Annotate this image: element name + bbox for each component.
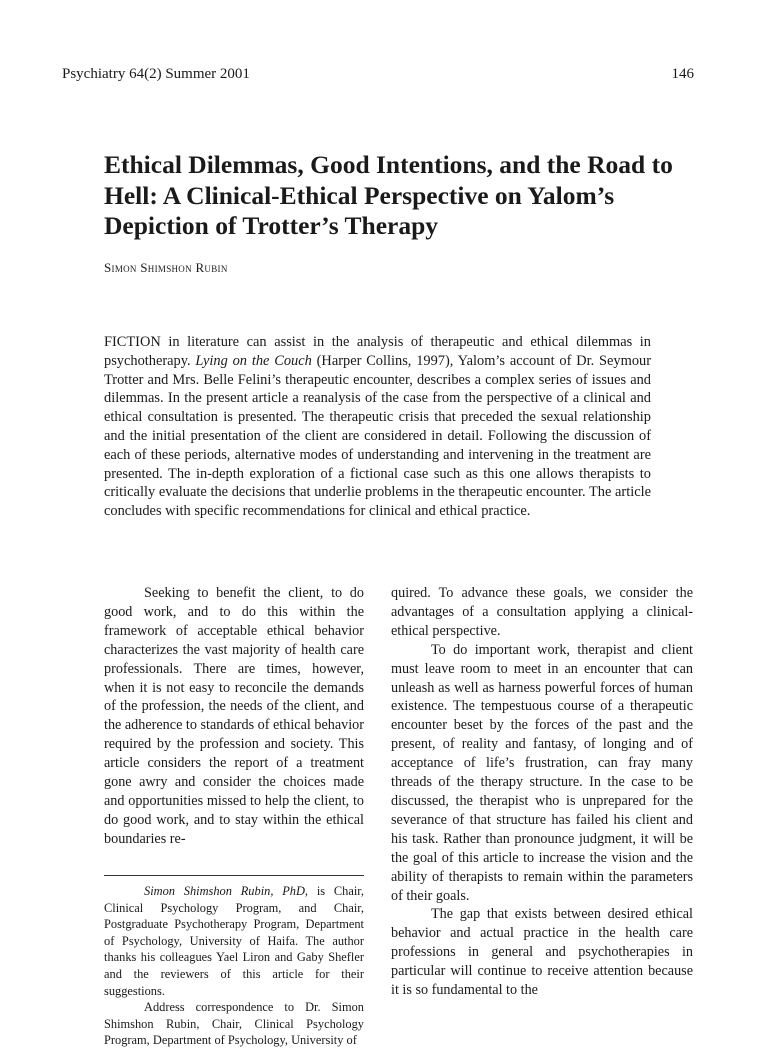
left-column (104, 584, 364, 849)
body-paragraph: Seeking to benefit the client, to do good work, and to do this within the framework of acceptable ethical behavior characterizes the vast majority of health care professionals. There are times, however, when it is not easy to reconcile the demands of the profession, the needs of the client, and the adherence to standards of ethical behavior required by the profession and society. This article considers the report of a treatment gone awry and consider the choices made and opportunities missed to help the client, to do good work, and to stay within the ethical boundaries re- (104, 585, 364, 847)
right-column (391, 584, 693, 1000)
footnote-rule (104, 875, 364, 876)
page-number: 146 (671, 66, 694, 82)
footnote-correspondence: Address correspondence to Dr. Simon Shimshon Rubin, Chair, Clinical Psychology Program, Department of Psychology, University of (104, 1000, 364, 1048)
author-name: Simon Shimshon Rubin (104, 260, 228, 275)
abstract-lead: FICTION (104, 334, 161, 350)
author-footnote (104, 883, 364, 1049)
abstract (104, 333, 651, 521)
body-paragraph: The gap that exists between desired ethical behavior and actual practice in the health care professions in general and psychotherapies in particular will continue to receive attention because it is so fundamental to the (391, 906, 693, 999)
footnote-affiliation (104, 883, 364, 999)
body-paragraph: To do important work, therapist and client must leave room to meet in an encounter that can unleash as well as harness powerful forces of human existence. The tempestuous course of a therapeutic encounter beset by the forces of the past and the present, of reality and fantasy, of longing and of acceptance of life’s frustration, can fray many threads of the therapy structure. In the case to be discussed, the therapist who is unprepared for the severance of that structure has failed his client and his task. Rather than pronounce judgment, it will be the goal of this article to increase the vision and the ability of therapists to remain within the parameters of their goals. (391, 641, 693, 904)
abstract-text-1: in literature can assist in the analysis of therapeutic and ethical dilemmas in psychotherapy. (104, 334, 651, 369)
footnote-affiliation-text: is Chair, Clinical Psychology Program, and Chair, Postgraduate Psychotherapy Program, Department of Psychology, University of Haifa. The author thanks his colleagues Yael Liron and Gaby Shefler and the reviewers of this article for their suggestions. (104, 884, 364, 998)
body-paragraph-continued: quired. To advance these goals, we consider the advantages of a consultation applying a clinical-ethical perspective. (391, 585, 693, 639)
article-title: Ethical Dilemmas, Good Intentions, and the Road to Hell: A Clinical-Ethical Perspective on Yalom’s Depiction of Trotter’s Therapy (104, 150, 673, 240)
footnote-author-name: Simon Shimshon Rubin, PhD, (144, 884, 309, 898)
journal-header: Psychiatry 64(2) Summer 2001 (62, 66, 250, 82)
abstract-text-2: (Harper Collins, 1997), Yalom’s account of Dr. Seymour Trotter and Mrs. Belle Felini’s therapeutic encounter, describes a complex series of issues and dilemmas. In the present article a reanalysis of the case from the perspective of a clinical and ethical consultation is presented. The therapeutic crisis that preceded the sexual relationship and the initial presentation of the client are considered in detail. Following the discussion of each of these periods, alternative modes of understanding and intervening in the treatment are presented. The in-depth exploration of a fictional case such as this one allows therapists to critically evaluate the decisions that underlie problems in the therapeutic encounter. The article concludes with specific recommendations for clinical and ethical practice. (104, 352, 652, 520)
abstract-book-title: Lying on the Couch (195, 352, 312, 369)
